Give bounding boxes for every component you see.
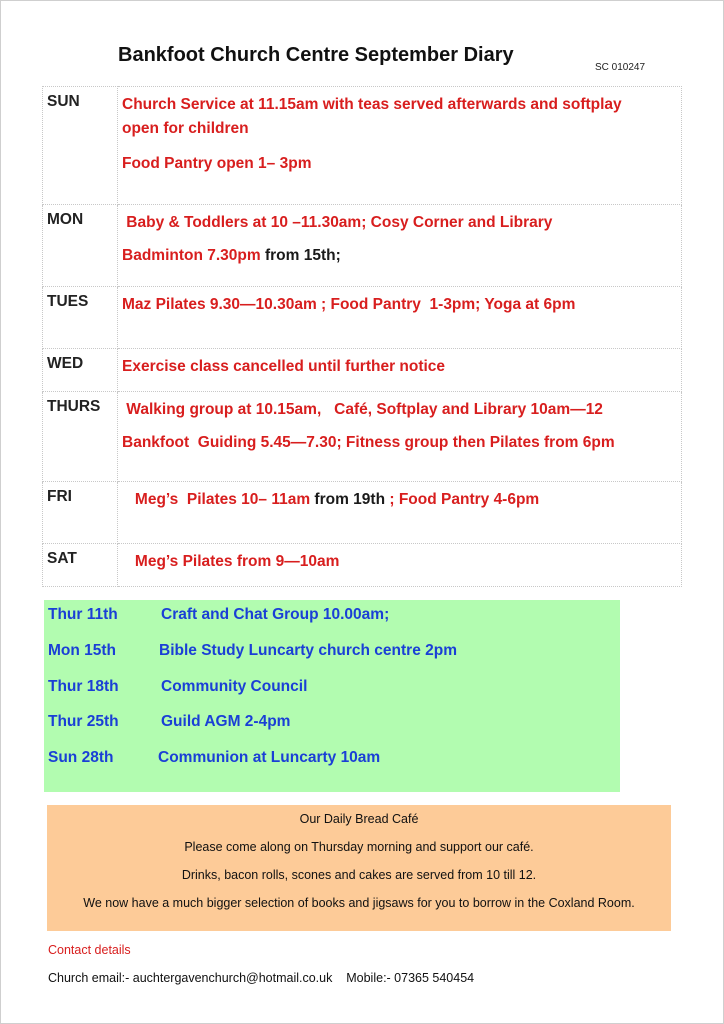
special-events-box [44, 600, 620, 792]
event-row [48, 678, 308, 696]
diary-day: MON [43, 205, 118, 287]
activity-line [122, 211, 677, 235]
diary-row-sat [43, 544, 682, 587]
activity-line [122, 398, 677, 422]
diary-activities [118, 349, 682, 392]
diary-row-thurs [43, 392, 682, 482]
diary-activities [118, 87, 682, 205]
activity-text: Maz Pilates 9.30—10.30am ; Food Pantry 1-3pm; Yoga at 6pm [122, 296, 576, 313]
diary-activities [118, 205, 682, 287]
cafe-line-3: We now have a much bigger selection of books and jigsaws for you to borrow in the Coxland Room. [83, 896, 635, 910]
activity-line [122, 152, 677, 176]
diary-activities [118, 287, 682, 349]
diary-day: SUN [43, 87, 118, 205]
event-date: Thur 11th [48, 606, 118, 623]
event-text: Community Council [161, 678, 308, 695]
diary-row-mon [43, 205, 682, 287]
event-date: Sun 28th [48, 749, 114, 766]
activity-line [122, 431, 677, 455]
diary-row-sun [43, 87, 682, 205]
activity-text: Exercise class cancelled until further notice [122, 358, 446, 375]
cafe-title: Our Daily Bread Café [299, 812, 419, 826]
activity-line [122, 117, 677, 141]
weekly-diary-table [42, 86, 682, 587]
activity-text: Walking group at 10.15am, Café, Softplay and Library 10am—12 [122, 401, 603, 418]
diary-activities [118, 392, 682, 482]
event-text: Bible Study Luncarty church centre 2pm [159, 642, 458, 659]
activity-text: from 19th [310, 491, 386, 508]
diary-row-tues [43, 287, 682, 349]
event-row [48, 642, 458, 660]
charity-number: SC 010247 [595, 62, 646, 73]
activity-line [122, 93, 677, 117]
diary-day: THURS [43, 392, 118, 482]
cafe-line-1: Please come along on Thursday morning and support our café. [184, 840, 534, 854]
diary-row-fri [43, 482, 682, 544]
event-text: Communion at Luncarty 10am [158, 749, 381, 766]
activity-line [122, 293, 677, 317]
diary-day: TUES [43, 287, 118, 349]
event-date: Thur 25th [48, 713, 119, 730]
activity-text: Church Service at 11.15am with teas served afterwards and softplay [122, 96, 622, 113]
activity-text: Badminton 7.30pm [122, 247, 261, 264]
activity-line [122, 355, 677, 379]
activity-line [122, 244, 677, 268]
activity-text: Food Pantry open 1– 3pm [122, 155, 312, 172]
event-row [48, 606, 390, 624]
activity-line [122, 488, 677, 512]
event-row [48, 749, 381, 767]
activity-text: Bankfoot Guiding 5.45—7.30; Fitness group then Pilates from 6pm [122, 434, 615, 451]
diary-row-wed [43, 349, 682, 392]
page-title: Bankfoot Church Centre September Diary [118, 44, 514, 66]
contact-heading: Contact details [48, 943, 131, 957]
event-date: Mon 15th [48, 642, 117, 659]
activity-text: Meg’s Pilates 10– 11am [122, 491, 311, 508]
event-text: Craft and Chat Group 10.00am; [161, 606, 390, 623]
diary-day: SAT [43, 544, 118, 587]
activity-text: from 15th; [260, 247, 341, 264]
contact-line: Church email:- auchtergavenchurch@hotmail.co.uk Mobile:- 07365 540454 [48, 971, 475, 985]
activity-text: ; Food Pantry 4-6pm [385, 491, 540, 508]
cafe-line-2: Drinks, bacon rolls, scones and cakes are served from 10 till 12. [181, 868, 537, 882]
activity-text: Baby & Toddlers at 10 –11.30am; Cosy Corner and Library [122, 214, 553, 231]
diary-day: FRI [43, 482, 118, 544]
cafe-notice-box [47, 805, 671, 931]
event-date: Thur 18th [48, 678, 119, 695]
diary-activities [118, 482, 682, 544]
diary-activities [118, 544, 682, 587]
event-row [48, 713, 291, 731]
activity-text: open for children [122, 120, 249, 137]
activity-line [122, 550, 677, 574]
event-text: Guild AGM 2-4pm [161, 713, 291, 730]
activity-text: Meg’s Pilates from 9—10am [122, 553, 340, 570]
diary-day: WED [43, 349, 118, 392]
